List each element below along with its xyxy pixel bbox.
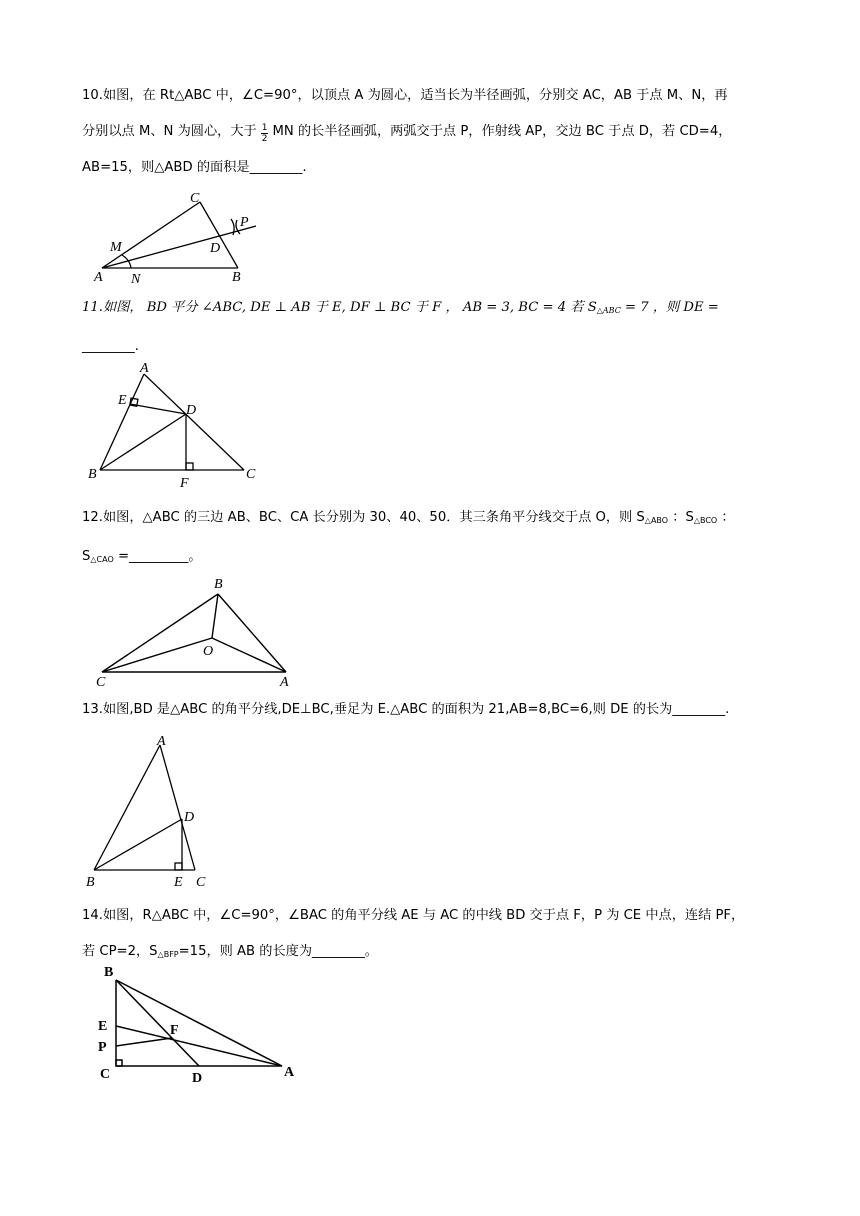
q14-line2: 若 CP=2，$S_{\triangle BFP}=15$，则 AB 的长度为________。 xyxy=(82,944,378,959)
segment-cb xyxy=(200,202,238,268)
q10-line2-end: MN 的长半径画弧，两弧交于点 P，作射线 AP，交边 BC 于点 D，若 CD=4， xyxy=(272,124,732,139)
label-b: B xyxy=(232,270,241,285)
label-a: A xyxy=(157,734,166,749)
right-angle-f xyxy=(186,463,193,470)
q14-figure xyxy=(96,962,316,1087)
segment-ba xyxy=(218,594,286,672)
label-a: A xyxy=(140,361,149,376)
label-b: B xyxy=(88,467,97,482)
label-m: M xyxy=(110,240,122,255)
label-d: D xyxy=(184,810,195,825)
q11-figure xyxy=(86,360,276,490)
label-a: A xyxy=(94,270,103,285)
q10-line2 xyxy=(82,114,778,150)
one-half-fraction: $\frac{1}{2}$ xyxy=(261,123,268,144)
segment-ac xyxy=(144,374,244,470)
label-b: B xyxy=(214,577,223,592)
q10-figure xyxy=(86,190,276,290)
label-a: A xyxy=(280,675,289,690)
segment-co xyxy=(102,638,212,672)
segment-ba xyxy=(116,980,282,1066)
q11-line1: 11.如图， BD 平分 ∠ABC, DE ⊥ AB 于 E, DF ⊥ BC 于 F ， AB = 3, BC = 4 若 $S_{\triangle ABC} = 7$ ，则 DE = xyxy=(82,300,719,315)
label-e: E xyxy=(174,875,183,890)
label-n: N xyxy=(131,272,141,287)
label-c: C xyxy=(246,467,256,482)
segment-bo xyxy=(212,594,218,638)
label-f: F xyxy=(170,1023,179,1038)
question-11 xyxy=(82,290,778,365)
ray-ap xyxy=(102,226,256,268)
label-b: B xyxy=(104,965,114,980)
label-d: D xyxy=(186,403,197,418)
q12-figure xyxy=(92,572,302,690)
segment-pf xyxy=(116,1038,172,1046)
label-c: C xyxy=(196,875,206,890)
q13-figure xyxy=(84,735,224,890)
label-d: D xyxy=(210,241,221,256)
segment-bd xyxy=(116,980,199,1066)
question-10 xyxy=(82,78,778,186)
q11-line2: ________. xyxy=(82,339,139,354)
q10-line1: 10.如图，在 Rt△ABC 中，∠C=90°，以顶点 A 为圆心，适当长为半径画弧，分别交 AC，AB 于点 M、N，再 xyxy=(82,88,728,103)
right-angle-e xyxy=(175,863,182,870)
q14-line1: 14.如图，R△ABC 中，∠C=90°，∠BAC 的角平分线 AE 与 AC 的中线 BD 交于点 F，P 为 CE 中点，连结 PF， xyxy=(82,908,745,923)
label-d: D xyxy=(192,1071,203,1086)
segment-ac xyxy=(160,745,195,870)
label-e: E xyxy=(98,1019,108,1034)
label-c: C xyxy=(96,675,106,690)
label-o: O xyxy=(203,644,214,659)
q13-line1: 13.如图,BD 是△ABC 的角平分线,DE⊥BC,垂足为 E.△ABC 的面积为 21,AB=8,BC=6,则 DE 的长为________. xyxy=(82,702,730,717)
question-13 xyxy=(82,692,778,728)
segment-ea xyxy=(116,1026,282,1066)
question-12 xyxy=(82,500,778,578)
label-b: B xyxy=(86,875,95,890)
q12-line1: 12.如图，△ABC 的三边 AB、BC、CA 长分别为 30、40、50．其三条角平分线交于点 O，则 $S_{\triangle ABO}$ ：$S_{\triangle BCO}$ ： xyxy=(82,510,735,525)
label-f: F xyxy=(180,476,189,491)
label-c: C xyxy=(190,191,200,206)
segment-ao xyxy=(212,638,286,672)
segment-ac xyxy=(102,202,200,268)
q12-line2: $S_{\triangle CAO}$ =_________。 xyxy=(82,549,202,564)
q10-line2-start: 分别以点 M、N 为圆心，大于 xyxy=(82,124,257,139)
label-p: P xyxy=(240,215,249,230)
label-c: C xyxy=(100,1067,111,1082)
right-angle-c xyxy=(116,1060,122,1066)
segment-cb xyxy=(102,594,218,672)
q10-line3: AB=15，则△ABD 的面积是________. xyxy=(82,160,307,175)
label-e: E xyxy=(118,393,127,408)
label-a: A xyxy=(284,1065,295,1080)
label-p: P xyxy=(98,1040,107,1055)
